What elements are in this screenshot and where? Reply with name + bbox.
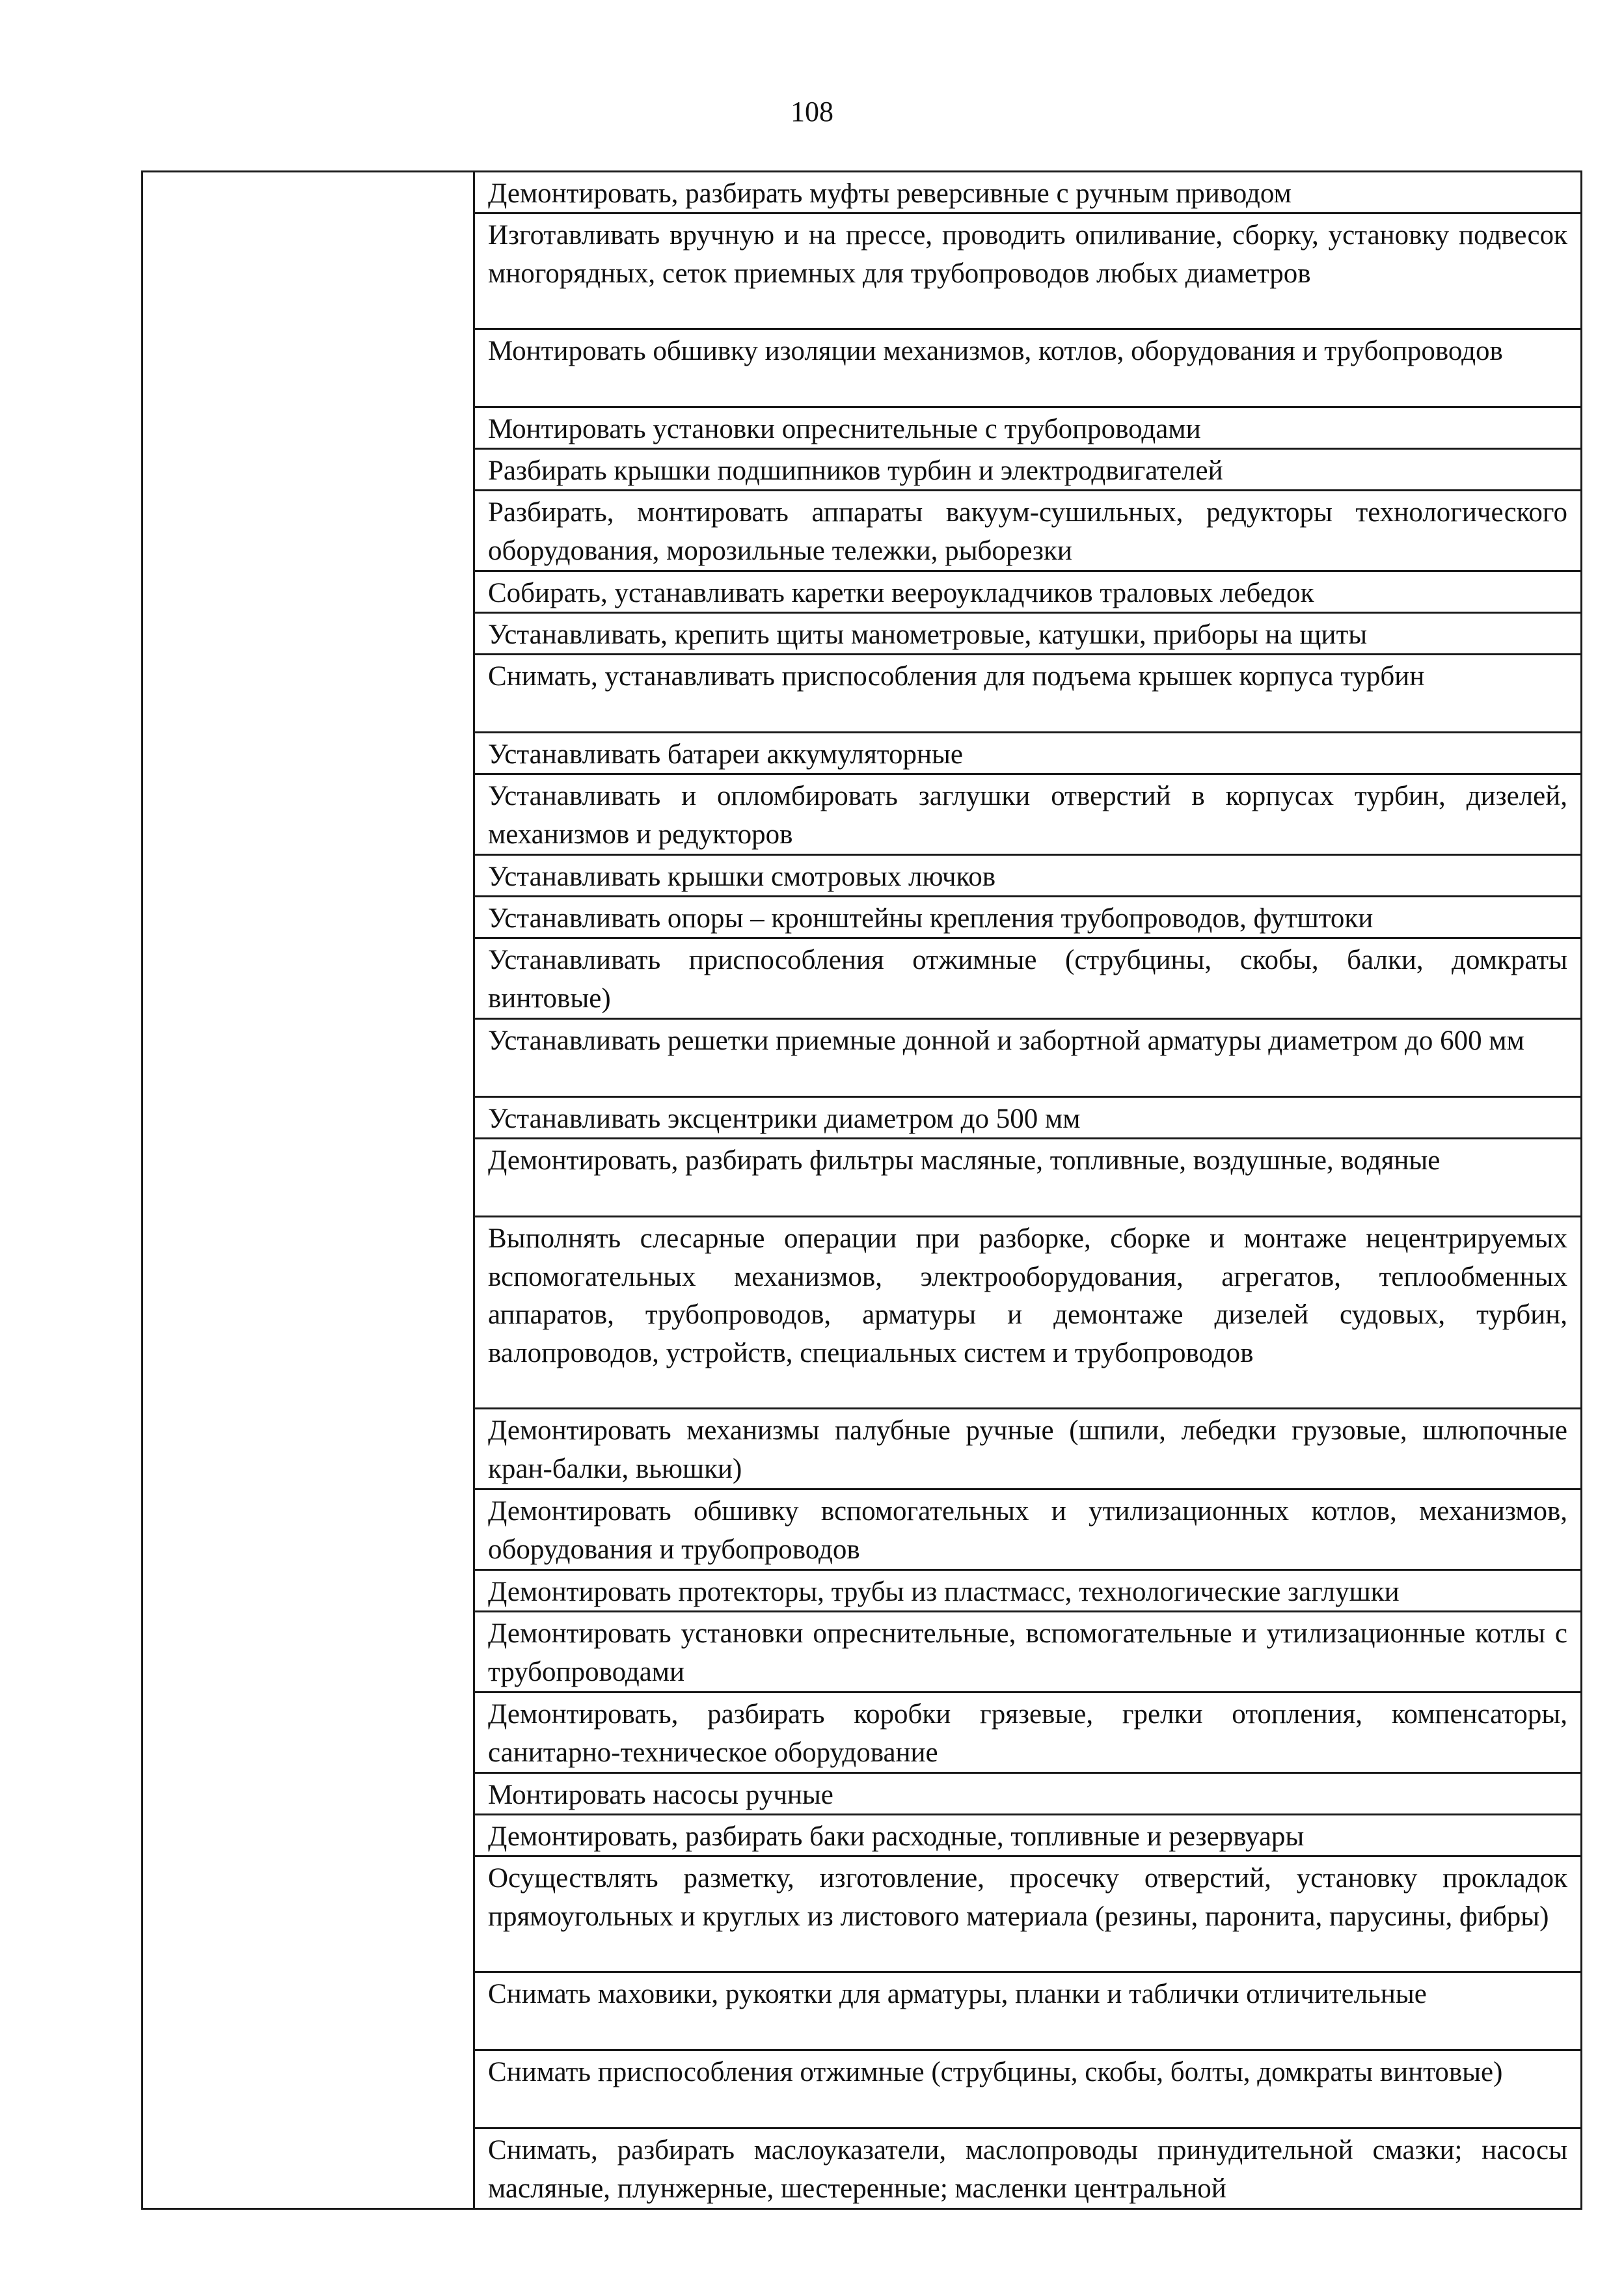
operation-text: Снимать, разбирать маслоуказатели, маслопроводы принудительной смазки; насосы масляные, плунжерные, шестеренные; масленки центральной <box>488 2135 1567 2204</box>
operation-cell <box>474 1856 1582 1972</box>
operation-cell <box>474 1409 1582 1489</box>
operation-text: Разбирать крышки подшипников турбин и электродвигателей <box>488 455 1223 486</box>
operation-text: Устанавливать батареи аккумуляторные <box>488 739 963 770</box>
operation-text: Устанавливать решетки приемные донной и забортной арматуры диаметром до 600 мм <box>488 1026 1524 1056</box>
operation-text: Монтировать насосы ручные <box>488 1780 833 1810</box>
operation-cell <box>474 1570 1582 1612</box>
operation-cell <box>474 213 1582 329</box>
operation-cell <box>474 855 1582 897</box>
operation-cell <box>474 1019 1582 1097</box>
operation-text: Выполнять слесарные операции при разборке, сборке и монтаже нецентрируемых вспомогательных механизмов, электрооборудования, агрегатов, теплообменных аппаратов, трубопроводов, арматуры и демонтаже дизелей судовых, турбин, валопроводов, устройств, специальных систем и трубопроводов <box>488 1223 1567 1368</box>
operation-cell <box>474 449 1582 491</box>
left-empty-cell <box>142 172 474 2209</box>
operation-text: Разбирать, монтировать аппараты вакуум-сушильных, редукторы технологического оборудования, морозильные тележки, рыборезки <box>488 497 1567 566</box>
operation-text: Устанавливать опоры – кронштейны крепления трубопроводов, футштоки <box>488 903 1374 934</box>
operation-cell <box>474 1773 1582 1815</box>
operation-text: Осуществлять разметку, изготовление, просечку отверстий, установку прокладок прямоугольных и круглых из листового материала (резины, паронита, парусины, фибры) <box>488 1863 1567 1932</box>
operation-cell <box>474 733 1582 774</box>
operation-text: Устанавливать крышки смотровых лючков <box>488 862 996 892</box>
operation-cell <box>474 938 1582 1019</box>
operation-text: Устанавливать и опломбировать заглушки отверстий в корпусах турбин, дизелей, механизмов и редукторов <box>488 781 1567 850</box>
operation-text: Демонтировать, разбирать муфты реверсивные с ручным приводом <box>488 178 1292 209</box>
operation-text: Устанавливать приспособления отжимные (струбцины, скобы, балки, домкраты винтовые) <box>488 945 1567 1014</box>
operation-text: Собирать, устанавливать каретки веероукладчиков траловых лебедок <box>488 578 1314 608</box>
operation-cell <box>474 1489 1582 1570</box>
work-operations-table <box>141 170 1582 2210</box>
operation-text: Демонтировать обшивку вспомогательных и утилизационных котлов, механизмов, оборудования и трубопроводов <box>488 1496 1567 1565</box>
operation-text: Демонтировать, разбирать фильтры масляные, топливные, воздушные, водяные <box>488 1145 1441 1176</box>
operation-text: Изготавливать вручную и на прессе, проводить опиливание, сборку, установку подвесок многорядных, сеток приемных для трубопроводов любых диаметров <box>488 220 1567 289</box>
operation-text: Демонтировать установки опреснительные, вспомогательные и утилизационные котлы с трубопроводами <box>488 1618 1567 1687</box>
operation-cell <box>474 2128 1582 2209</box>
operation-cell <box>474 329 1582 407</box>
operation-cell <box>474 655 1582 733</box>
page-number: 108 <box>791 96 833 128</box>
operation-text: Демонтировать, разбирать коробки грязевые, грелки отопления, компенсаторы, санитарно-техническое оборудование <box>488 1699 1567 1768</box>
operation-cell <box>474 1097 1582 1139</box>
operation-cell <box>474 1972 1582 2050</box>
operation-text: Монтировать установки опреснительные с трубопроводами <box>488 414 1201 444</box>
operation-text: Устанавливать эксцентрики диаметром до 500 мм <box>488 1104 1081 1134</box>
operation-cell <box>474 172 1582 213</box>
table-row <box>142 172 1582 213</box>
operation-text: Снимать маховики, рукоятки для арматуры, планки и таблички отличительные <box>488 1979 1427 2009</box>
operation-text: Монтировать обшивку изоляции механизмов, котлов, оборудования и трубопроводов <box>488 336 1503 366</box>
operation-text: Снимать приспособления отжимные (струбцины, скобы, болты, домкраты винтовые) <box>488 2057 1503 2087</box>
operation-cell <box>474 2050 1582 2128</box>
operation-text: Демонтировать, разбирать баки расходные, топливные и резервуары <box>488 1821 1305 1852</box>
operation-cell <box>474 1612 1582 1692</box>
operation-text: Демонтировать протекторы, трубы из пластмасс, технологические заглушки <box>488 1577 1400 1607</box>
operation-cell <box>474 897 1582 938</box>
operation-cell <box>474 491 1582 571</box>
operation-cell <box>474 407 1582 449</box>
operation-cell <box>474 1692 1582 1773</box>
operation-text: Демонтировать механизмы палубные ручные (шпили, лебедки грузовые, шлюпочные кран-балки, вьюшки) <box>488 1415 1567 1484</box>
operation-cell <box>474 1815 1582 1856</box>
operation-cell <box>474 1217 1582 1409</box>
operation-cell <box>474 774 1582 855</box>
operation-cell <box>474 1139 1582 1217</box>
operation-cell <box>474 571 1582 613</box>
operation-cell <box>474 613 1582 655</box>
operation-text: Снимать, устанавливать приспособления для подъема крышек корпуса турбин <box>488 661 1425 692</box>
operation-text: Устанавливать, крепить щиты манометровые, катушки, приборы на щиты <box>488 619 1368 650</box>
